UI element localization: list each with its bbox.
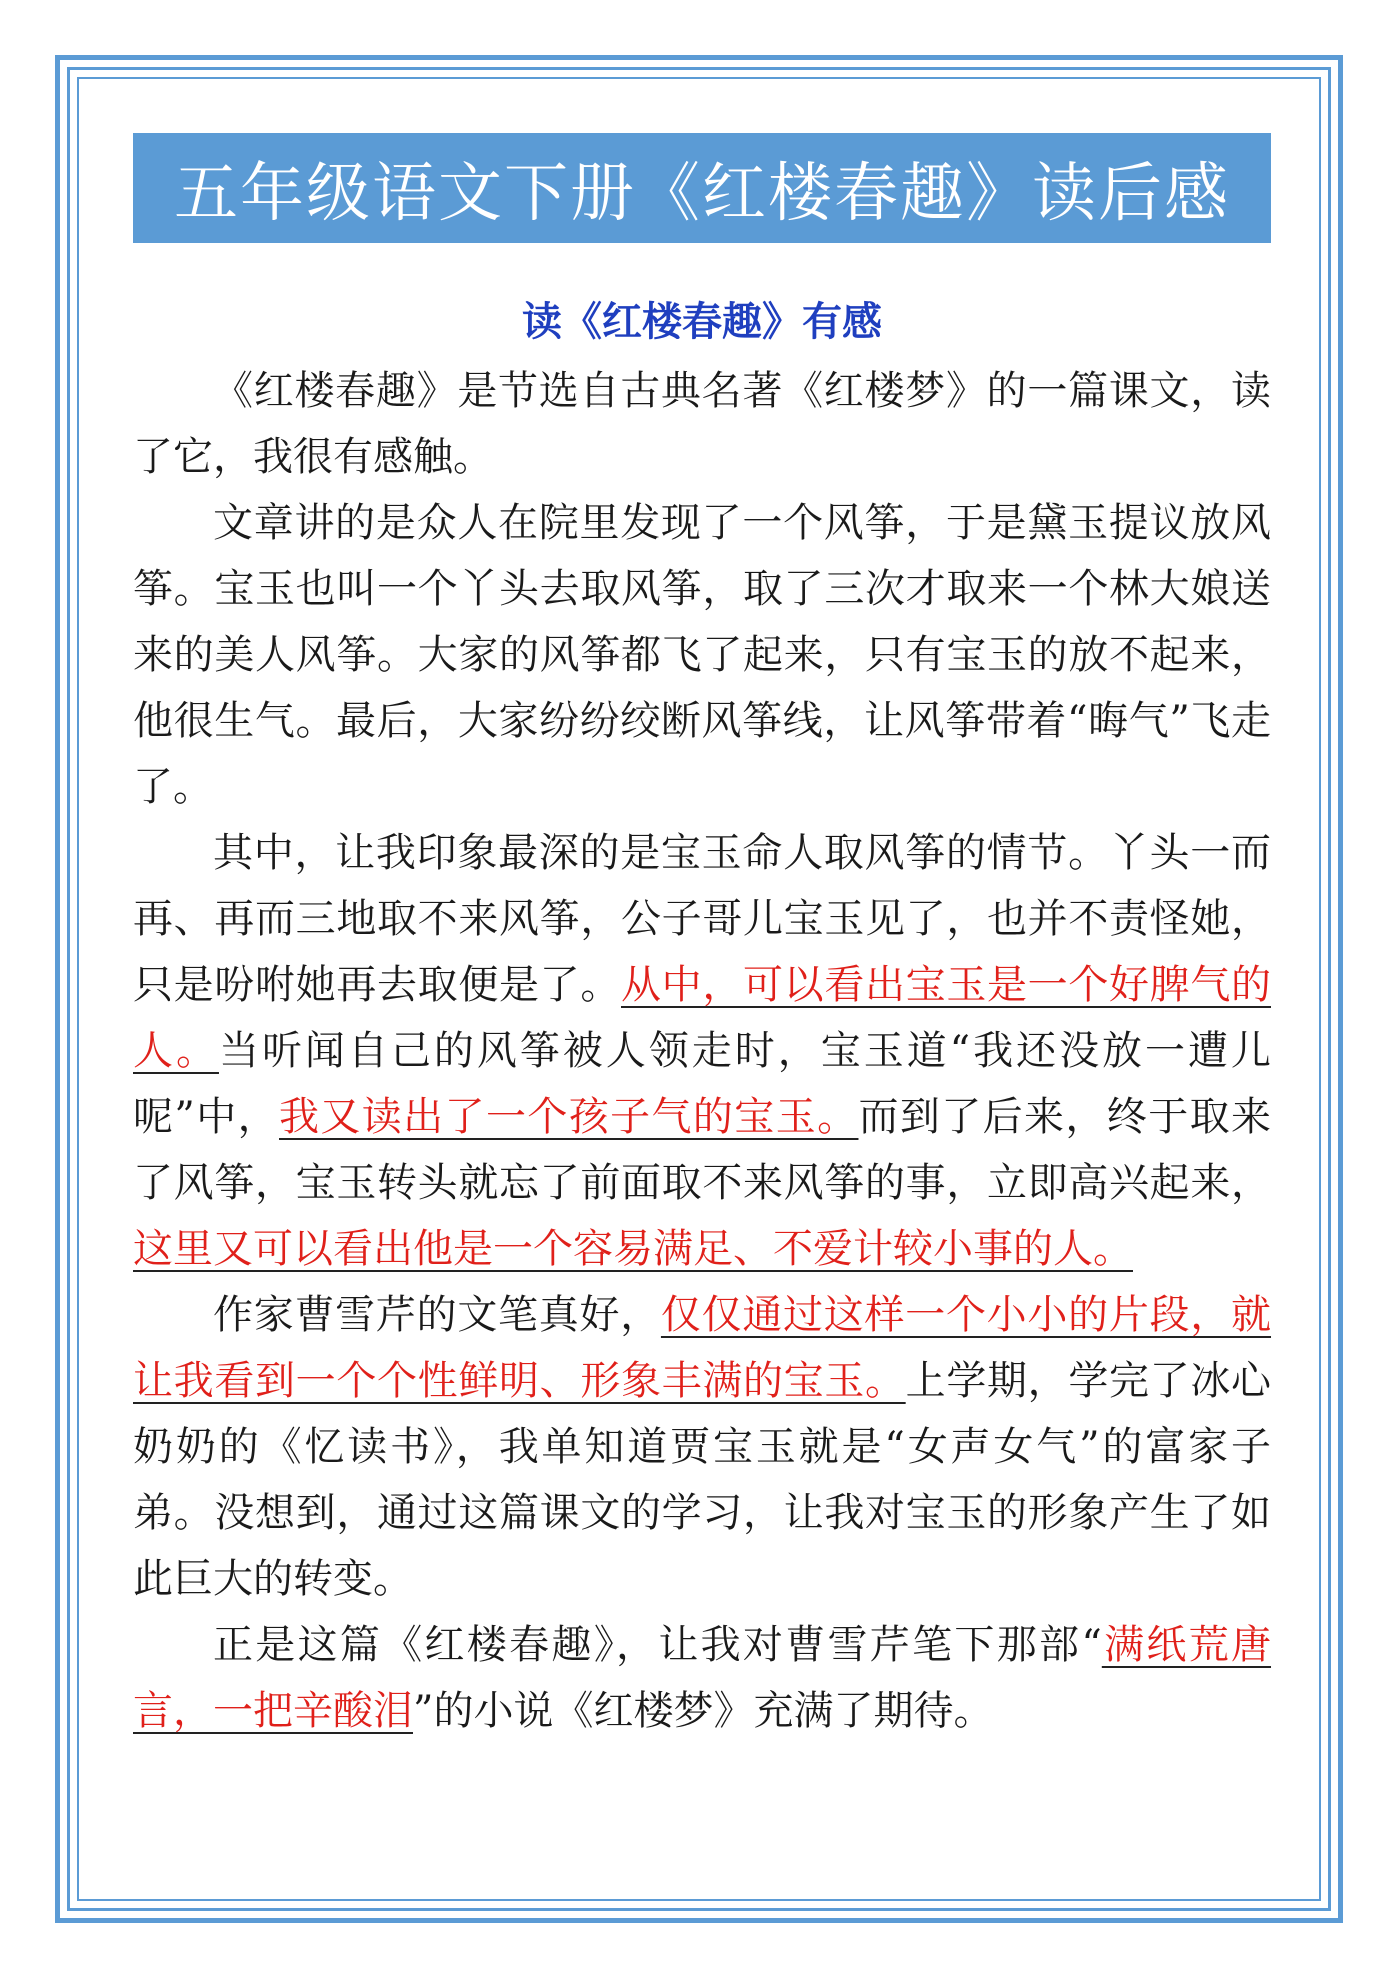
essay-subtitle: 读《红楼春趣》有感 (522, 299, 882, 345)
paragraph-text: 其中，让我印象最深的是宝玉命人取风筝的情节。丫头一而再、再而三地取不来风筝，公子哥儿宝玉见了，也并不责怪她，只是吩咐她再去取便是了。 (133, 830, 1271, 1008)
essay-body (133, 358, 1271, 1744)
paragraph-text: 上学期，学完了冰心奶奶的《忆读书》，我单知道贾宝玉就是“女声女气”的富家子弟。没想到，通过这篇课文的学习，让我对宝玉的形象产生了如此巨大的转变。 (133, 1358, 1272, 1602)
highlighted-text: 这里又可以看出他是一个容易满足、不爱计较小事的人。 (133, 1226, 1133, 1272)
highlighted-text: 从中，可以看出宝玉是一个好脾气的人。 (133, 962, 1271, 1074)
paragraph-5 (133, 1612, 1271, 1744)
paragraph-4 (133, 1282, 1271, 1612)
paragraph-text: 正是这篇《红楼春趣》，让我对曹雪芹笔下那部“ (213, 1622, 1102, 1668)
paragraph-1 (133, 358, 1271, 490)
paragraph-text: 作家曹雪芹的文笔真好， (213, 1292, 661, 1338)
page-title: 五年级语文下册《红楼春趣》读后感 (174, 157, 1230, 231)
highlighted-text: 我又读出了一个孩子气的宝玉。 (279, 1094, 859, 1140)
highlighted-text: 仅仅通过这样一个小小的片段，就让我看到一个个性鲜明、形象丰满的宝玉。 (133, 1292, 1272, 1404)
paragraph-2 (133, 490, 1271, 820)
title-banner (133, 133, 1271, 243)
paragraph-text: 《红楼春趣》是节选自古典名著《红楼梦》的一篇课文，读了它，我很有感触。 (133, 368, 1271, 480)
paragraph-text: 当听闻自己的风筝被人领走时，宝玉道“我还没放一遭儿呢”中， (133, 1028, 1271, 1140)
paragraph-text: ”的小说《红楼梦》充满了期待。 (413, 1688, 994, 1734)
paragraph-text: 文章讲的是众人在院里发现了一个风筝，于是黛玉提议放风筝。宝玉也叫一个丫头去取风筝，取了三次才取来一个林大娘送来的美人风筝。大家的风筝都飞了起来，只有宝玉的放不起来，他很生气。最后，大家纷纷绞断风筝线，让风筝带着“晦气”飞走了。 (133, 500, 1271, 810)
paragraph-text: 而到了后来，终于取来了风筝，宝玉转头就忘了前面取不来风筝的事，立即高兴起来， (133, 1094, 1271, 1206)
paragraph-3 (133, 820, 1271, 1282)
highlighted-text: 满纸荒唐言，一把辛酸泪 (133, 1622, 1272, 1734)
